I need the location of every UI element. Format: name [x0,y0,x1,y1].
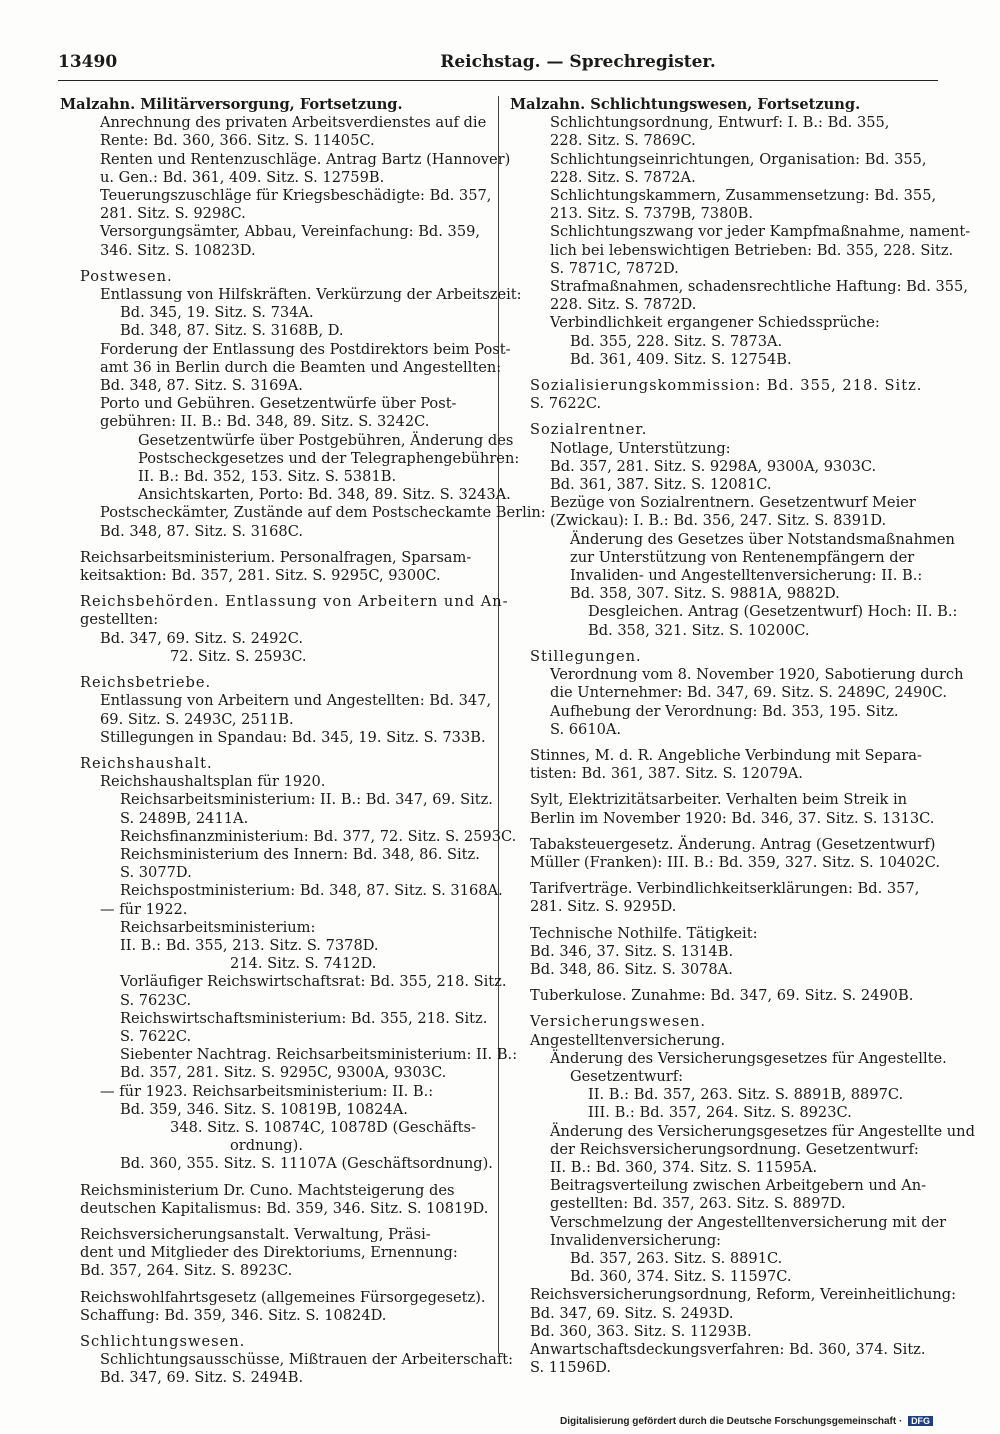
register-line: Sylt, Elektrizitätsarbeiter. Verhalten beim Streik in [530,791,908,809]
register-line: Bd. 357, 281. Sitz. S. 9298A, 9300A, 9303C. [550,457,877,475]
register-line: Sozialrentner. [530,421,648,439]
register-line: gebühren: II. B.: Bd. 348, 89. Sitz. S. 3242C. [100,413,430,431]
register-line: deutschen Kapitalismus: Bd. 359, 346. Sitz. S. 10819D. [80,1199,489,1217]
register-line: 228. Sitz. S. 7872A. [550,168,696,186]
register-line: Bd. 348, 86. Sitz. S. 3078A. [530,960,733,978]
credit-text: Digitalisierung gefördert durch die Deutsche Forschungsgemeinschaft · [560,1416,903,1427]
register-line: Reichsarbeitsministerium. Personalfragen, Sparsam- [80,548,472,566]
register-line: Gesetzentwurf: [570,1067,684,1085]
register-line: Bd. 347, 69. Sitz. S. 2492C. [100,629,304,647]
register-line: Gesetzentwürfe über Postgebühren, Änderung des [138,431,514,449]
register-line: 346. Sitz. S. 10823D. [100,241,256,259]
register-line: Reichsbehörden. Entlassung von Arbeitern und An- [80,593,509,611]
register-line: Tabaksteuergesetz. Änderung. Antrag (Gesetzentwurf) [530,835,936,853]
register-line: Schaffung: Bd. 359, 346. Sitz. S. 10824D. [80,1306,387,1324]
register-line: Versicherungswesen. [530,1013,707,1031]
column-divider [498,96,499,1354]
register-line: Reichswohlfahrtsgesetz (allgemeines Fürsorgegesetz). [80,1288,486,1306]
register-line: Invaliden- und Angestelltenversicherung: II. B.: [570,567,923,585]
page-number: 13490 [58,52,118,72]
register-line: Schlichtungskammern, Zusammensetzung: Bd. 355, [550,187,937,205]
register-line: zur Unterstützung von Rentenempfängern der [570,548,915,566]
register-line: II. B.: Bd. 357, 263. Sitz. S. 8891B, 8897C. [588,1086,904,1104]
page-title: Reichstag. — Sprechregister. [440,52,716,72]
register-line: S. 7622C. [120,1027,192,1045]
register-line: gestellten: [80,611,159,629]
register-line: Änderung des Versicherungsgesetzes für Angestellte. [550,1049,947,1067]
register-line: — für 1923. Reichsarbeitsministerium: II. B.: [100,1082,434,1100]
register-line: 69. Sitz. S. 2493C, 2511B. [100,710,294,728]
register-line: Rente: Bd. 360, 366. Sitz. S. 11405C. [100,132,375,150]
register-line: Forderung der Entlassung des Postdirektors beim Post- [100,340,511,358]
register-line: (Zwickau): I. B.: Bd. 356, 247. Sitz. S. 8391D. [550,512,887,530]
register-line: Anwartschaftsdeckungsverfahren: Bd. 360, 374. Sitz. [530,1341,926,1358]
register-line: Siebenter Nachtrag. Reichsarbeitsministerium: II. B.: [120,1046,518,1064]
register-line: 214. Sitz. S. 7412D. [230,955,377,973]
register-line: Malzahn. Schlichtungswesen, Fortsetzung. [510,96,861,113]
register-line: u. Gen.: Bd. 361, 409. Sitz. S. 12759B. [100,168,385,186]
register-line: Ansichtskarten, Porto: Bd. 348, 89. Sitz. S. 3243A. [138,486,511,504]
register-line: Bezüge von Sozialrentnern. Gesetzentwurf Meier [550,494,916,512]
register-line: Entlassung von Arbeitern und Angestellten: Bd. 347, [100,692,492,710]
register-line: S. 2489B, 2411A. [120,809,249,827]
register-line: ordnung). [230,1137,303,1155]
register-line: Tarifverträge. Verbindlichkeitserklärungen: Bd. 357, [530,880,920,898]
register-line: Müller (Franken): III. B.: Bd. 359, 327. Sitz. S. 10402C. [530,853,941,871]
register-line: Reichsversicherungsanstalt. Verwaltung, Präsi- [80,1225,431,1243]
register-line: Reichsministerium Dr. Cuno. Machtsteigerung des [80,1181,455,1199]
register-line: 281. Sitz. S. 9295D. [530,898,677,916]
register-line: Stillegungen in Spandau: Bd. 345, 19. Sitz. S. 733B. [100,728,486,746]
register-line: S. 7623C. [120,991,192,1009]
register-line: Invalidenversicherung: [550,1231,722,1249]
register-line: Verschmelzung der Angestelltenversicherung mit der [550,1213,947,1231]
register-line: S. 11596D. [530,1359,611,1377]
register-line: Bd. 347, 69. Sitz. S. 2494B. [100,1369,304,1387]
right-column [510,96,975,1377]
dfg-logo: DFG [908,1416,933,1426]
register-line: Bd. 357, 281. Sitz. S. 9295C, 9300A, 9303C. [120,1064,447,1082]
register-line: Bd. 355, 228. Sitz. S. 7873A. [570,332,783,350]
register-line: Reichspostministerium: Bd. 348, 87. Sitz. S. 3168A. [120,882,503,900]
register-line: lich bei lebenswichtigen Betrieben: Bd. 355, 228. Sitz. [550,241,954,259]
register-line: 228. Sitz. S. 7872D. [550,296,697,314]
register-line: der Reichsversicherungsordnung. Gesetzentwurf: [550,1140,919,1158]
register-line: 348. Sitz. S. 10874C, 10878D (Geschäfts- [170,1118,476,1136]
register-line: Reichsarbeitsministerium: [120,918,316,936]
register-line: Bd. 347, 69. Sitz. S. 2493D. [530,1304,734,1322]
register-line: S. 7871C, 7872D. [550,259,679,277]
register-line: amt 36 in Berlin durch die Beamten und Angestellten: [100,358,502,376]
register-line: Vorläufiger Reichswirtschaftsrat: Bd. 355, 218. Sitz. [120,973,507,991]
register-line: Postscheckämter, Zustände auf dem Postscheckamte Berlin: [100,504,546,522]
register-line: II. B.: Bd. 355, 213. Sitz. S. 7378D. [120,936,379,954]
register-line: II. B.: Bd. 360, 374. Sitz. S. 11595A. [550,1158,818,1176]
register-line: Änderung des Versicherungsgesetzes für Angestellte und [550,1122,975,1140]
left-column [60,96,546,1388]
register-line: S. 6610A. [550,720,622,738]
register-line: Beitragsverteilung zwischen Arbeitgebern und An- [550,1177,927,1195]
register-line: Schlichtungseinrichtungen, Organisation: Bd. 355, [550,150,927,168]
register-line: Bd. 357, 263. Sitz. S. 8891C. [570,1249,783,1267]
register-line: Schlichtungsausschüsse, Mißtrauen der Arbeiterschaft: [100,1351,514,1369]
register-line: S. 3077D. [120,864,192,882]
register-line: Porto und Gebühren. Gesetzentwürfe über Post- [100,395,457,413]
register-line: Bd. 348, 87. Sitz. S. 3169A. [100,377,303,395]
register-line: Bd. 358, 321. Sitz. S. 10200C. [588,621,810,639]
register-line: Bd. 357, 264. Sitz. S. 8923C. [80,1262,293,1280]
register-line: Berlin im November 1920: Bd. 346, 37. Sitz. S. 1313C. [530,809,935,827]
register-line: Bd. 359, 346. Sitz. S. 10819B, 10824A. [120,1100,408,1118]
register-line: Anrechnung des privaten Arbeitsverdienstes auf die [100,114,487,132]
register-line: Bd. 361, 409. Sitz. S. 12754B. [570,350,792,368]
register-line: Reichsfinanzministerium: Bd. 377, 72. Sitz. S. 2593C. [120,827,517,845]
register-line: Schlichtungszwang vor jeder Kampfmaßnahme, nament- [550,223,971,241]
register-line: Bd. 358, 307. Sitz. S. 9881A, 9882D. [570,585,840,603]
register-line: Reichsarbeitsministerium: II. B.: Bd. 347, 69. Sitz. [120,791,493,809]
page-header [58,52,938,78]
register-line: Bd. 348, 87. Sitz. S. 3168C. [100,522,304,540]
register-line: III. B.: Bd. 357, 264. Sitz. S. 8923C. [588,1104,852,1122]
register-line: 213. Sitz. S. 7379B, 7380B. [550,205,754,223]
register-line: Schlichtungswesen. [80,1333,246,1350]
register-line: Teuerungszuschläge für Kriegsbeschädigte: Bd. 357, [100,187,492,205]
register-line: Bd. 361, 387. Sitz. S. 12081C. [550,476,772,494]
register-line: — für 1922. [100,900,188,918]
register-line: die Unternehmer: Bd. 347, 69. Sitz. S. 2489C, 2490C. [550,684,947,702]
register-line: Malzahn. Militärversorgung, Fortsetzung. [60,96,403,113]
digitization-credit [560,1416,1000,1427]
register-line: Bd. 348, 87. Sitz. S. 3168B, D. [120,322,344,340]
register-line: gestellten: Bd. 357, 263. Sitz. S. 8897D. [550,1195,846,1213]
register-line: Bd. 360, 363. Sitz. S. 11293B. [530,1322,752,1340]
register-line: Stinnes, M. d. R. Angebliche Verbindung mit Separa- [530,746,922,764]
register-line: Reichshaushalt. [80,754,213,772]
register-line: Bd. 345, 19. Sitz. S. 734A. [120,304,314,322]
register-line: II. B.: Bd. 352, 153. Sitz. S. 5381B. [138,468,397,486]
register-line: Postscheckgesetzes und der Telegraphengebühren: [138,449,520,467]
register-line: Verordnung vom 8. November 1920, Sabotierung durch [550,666,964,684]
register-line: Stillegungen. [530,647,642,665]
register-line: Versorgungsämter, Abbau, Vereinfachung: Bd. 359, [100,223,481,241]
register-line: Reichsversicherungsordnung, Reform, Vereinheitlichung: [530,1286,957,1304]
register-line: 281. Sitz. S. 9298C. [100,205,246,223]
register-line: 228. Sitz. S. 7869C. [550,132,696,150]
register-line: 72. Sitz. S. 2593C. [170,647,307,665]
register-line: Reichsbetriebe. [80,674,212,692]
register-line: Technische Nothilfe. Tätigkeit: [530,924,758,942]
register-line: S. 7622C. [530,395,602,413]
header-rule [58,80,938,81]
register-line: Notlage, Unterstützung: [550,439,731,457]
register-line: keitsaktion: Bd. 357, 281. Sitz. S. 9295C, 9300C. [80,567,441,585]
register-line: Aufhebung der Verordnung: Bd. 353, 195. Sitz. [550,702,899,720]
register-line: Bd. 346, 37. Sitz. S. 1314B. [530,942,734,960]
register-line: Bd. 360, 374. Sitz. S. 11597C. [570,1268,792,1286]
register-line: Postwesen. [80,267,173,285]
register-line: Verbindlichkeit ergangener Schiedssprüche: [550,314,880,332]
register-line: Schlichtungsordnung, Entwurf: I. B.: Bd. 355, [550,114,890,132]
register-line: Reichswirtschaftsministerium: Bd. 355, 218. Sitz. [120,1009,488,1027]
register-line: Reichshaushaltsplan für 1920. [100,773,326,791]
register-line: Änderung des Gesetzes über Notstandsmaßnahmen [570,530,955,548]
register-line: Angestelltenversicherung. [530,1031,726,1049]
register-line: Renten und Rentenzuschläge. Antrag Bartz (Hannover) [100,150,511,168]
register-line: dent und Mitglieder des Direktoriums, Ernennung: [80,1244,458,1262]
register-line: Entlassung von Hilfskräften. Verkürzung der Arbeitszeit: [100,286,522,304]
register-line: tisten: Bd. 361, 387. Sitz. S. 12079A. [530,765,803,783]
register-line: Strafmaßnahmen, schadensrechtliche Haftung: Bd. 355, [550,278,968,296]
register-line: Tuberkulose. Zunahme: Bd. 347, 69. Sitz. S. 2490B. [530,987,914,1005]
register-line: Desgleichen. Antrag (Gesetzentwurf) Hoch: II. B.: [588,603,958,621]
register-line: Bd. 360, 355. Sitz. S. 11107A (Geschäftsordnung). [120,1155,493,1173]
register-line: Reichsministerium des Innern: Bd. 348, 86. Sitz. [120,845,480,863]
register-line: Sozialisierungskommission: Bd. 355, 218. Sitz. [530,377,923,395]
